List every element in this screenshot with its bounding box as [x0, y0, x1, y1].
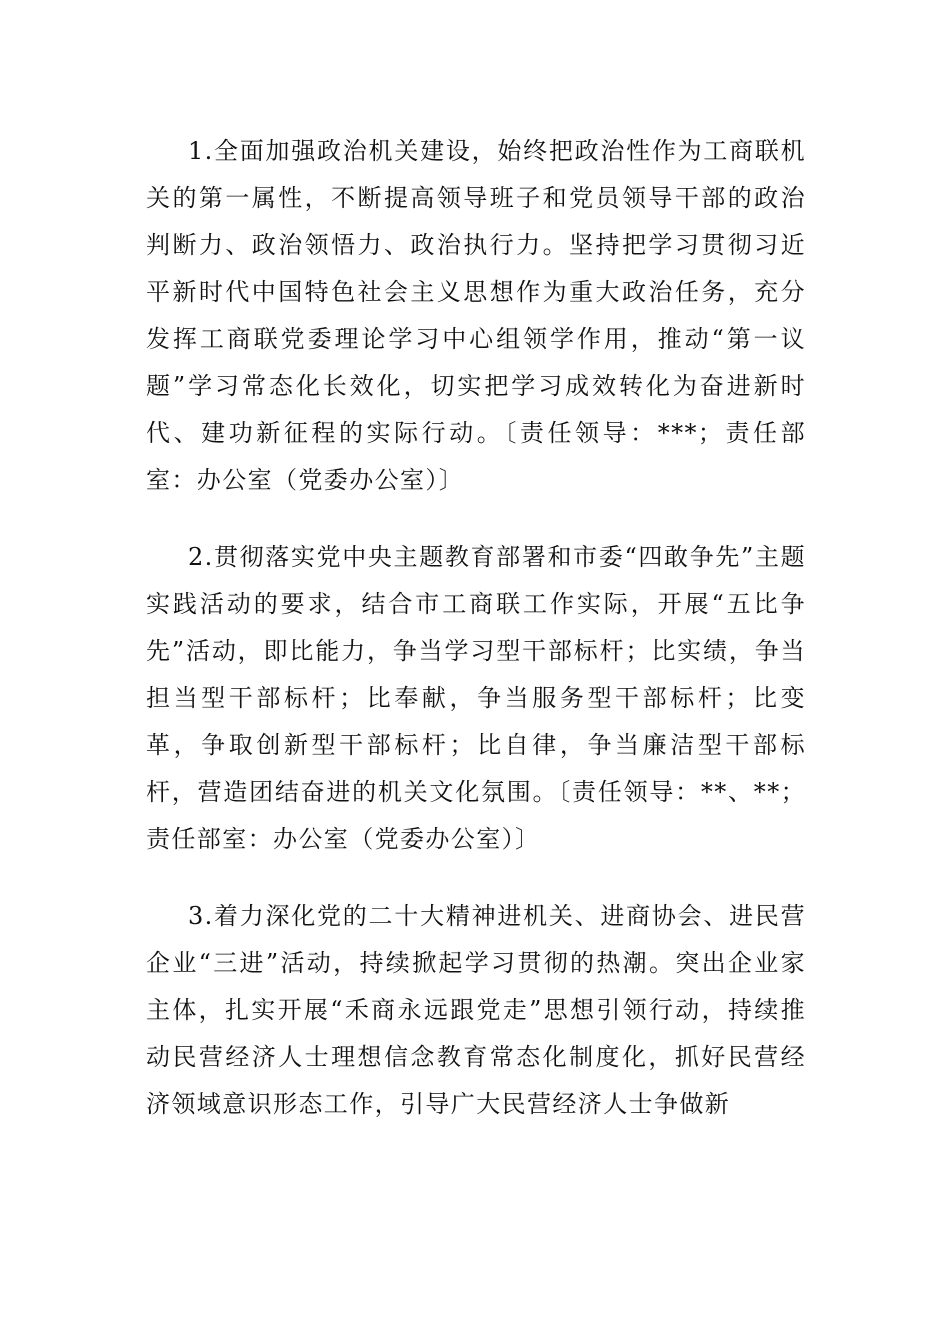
paragraph-3: 3.着力深化党的二十大精神进机关、进商协会、进民营企业“三进”活动，持续掀起学习贯彻的热潮。突出企业家主体，扎实开展“禾商永远跟党走”思想引领行动，持续推动民营经济人士理想信念教育常态化制度化，抓好民营经济领域意识形态工作，引导广大民营经济人士争做新 [146, 902, 806, 1118]
document-body [146, 128, 806, 1128]
paragraph-1: 1.全面加强政治机关建设，始终把政治性作为工商联机关的第一属性，不断提高领导班子和党员领导干部的政治判断力、政治领悟力、政治执行力。坚持把学习贯彻习近平新时代中国特色社会主义思想作为重大政治任务，充分发挥工商联党委理论学习中心组领学作用，推动“第一议题”学习常态化长效化，切实把学习成效转化为奋进新时代、建功新征程的实际行动。〔责任领导：***；责任部室：办公室（党委办公室）〕 [146, 137, 806, 494]
paragraph-2: 2.贯彻落实党中央主题教育部署和市委“四敢争先”主题实践活动的要求，结合市工商联工作实际，开展“五比争先”活动，即比能力，争当学习型干部标杆；比实绩，争当担当型干部标杆；比奉献，争当服务型干部标杆；比变革，争取创新型干部标杆；比自律，争当廉洁型干部标杆，营造团结奋进的机关文化氛围。〔责任领导：**、**；责任部室：办公室（党委办公室）〕 [146, 543, 806, 853]
